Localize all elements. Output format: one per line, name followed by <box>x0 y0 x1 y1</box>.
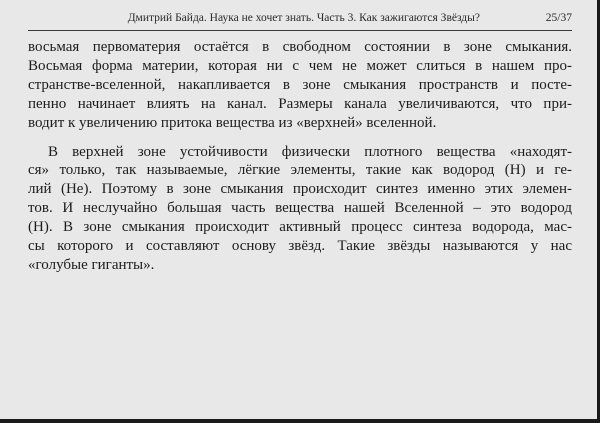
paragraph-1 <box>28 38 572 133</box>
header-title: Дмитрий Байда. Наука не хочет знать. Часть 3. Как зажигаются Звёзды? <box>127 12 480 24</box>
header-rule <box>28 30 572 31</box>
text-line: странстве-вселенной, накапливается в зоне смыкания пространств и посте- <box>28 76 572 93</box>
text-line: лий (He). Поэтому в зоне смыкания происходит синтез именно этих элемен- <box>28 181 572 198</box>
body-text <box>28 38 572 275</box>
page-counter: 25/37 <box>545 12 572 24</box>
text-line: ся» только, так называемые, лёгкие элементы, такие как водород (H) и ге- <box>28 162 572 179</box>
text-line: пенно начинает влиять на канал. Размеры канала увеличиваются, что при- <box>28 95 572 112</box>
text-line: водит к увеличению притока вещества из «верхней» вселенной. <box>28 114 437 131</box>
running-header <box>28 12 572 30</box>
paragraph-2 <box>28 143 572 275</box>
text-line: тов. И неслучайно большая часть вещества нашей Вселенной – это водород <box>28 200 572 217</box>
text-line: (H). В зоне смыкания происходит активный процесс синтеза водорода, мас- <box>28 219 572 236</box>
text-line: В верхней зоне устойчивости физически плотного вещества «находят- <box>48 143 572 160</box>
text-line: сы которого и составляют основу звёзд. Такие звёзды называются у нас <box>28 238 572 255</box>
text-line: Восьмая форма материи, которая ни с чем не может слиться в нашем про- <box>28 57 572 74</box>
text-line: «голубые гиганты». <box>28 256 155 273</box>
text-line: восьмая первоматерия остаётся в свободном состоянии в зоне смыкания. <box>28 39 572 55</box>
scan-edge-bottom <box>0 419 600 423</box>
